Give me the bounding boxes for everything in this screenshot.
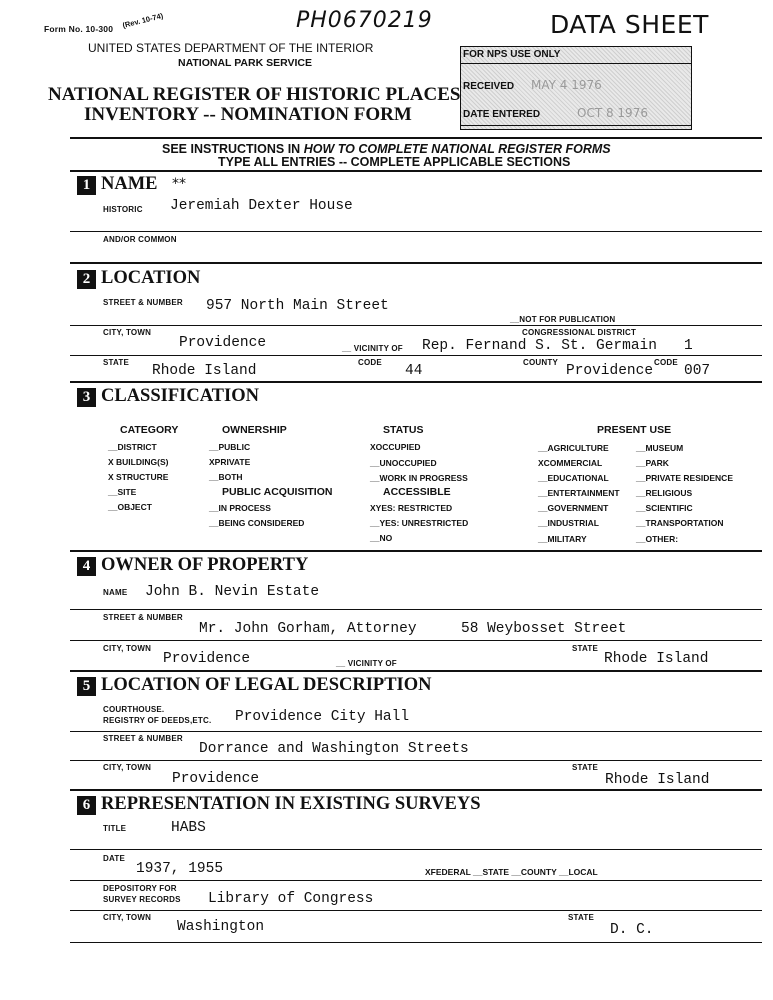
present-use-option: __PARK: [636, 458, 669, 468]
section-1-title: NAME: [101, 174, 158, 194]
city-label: CITY, TOWN: [103, 328, 152, 337]
instructions-line-1: SEE INSTRUCTIONS IN HOW TO COMPLETE NATIONAL REGISTER FORMS: [162, 142, 611, 156]
category-option: __OBJECT: [108, 502, 152, 512]
courthouse-label: COURTHOUSE.: [103, 705, 165, 714]
common-name-label: AND/OR COMMON: [103, 235, 177, 244]
street-value: 957 North Main Street: [206, 298, 389, 314]
survey-date-value: 1937, 1955: [136, 861, 224, 877]
depository-state-value: D. C.: [610, 922, 654, 938]
depository-label-2: SURVEY RECORDS: [103, 895, 181, 904]
present-use-option: __MILITARY: [538, 534, 587, 544]
owner-city-label: CITY, TOWN: [103, 644, 152, 653]
legal-city-label: CITY, TOWN: [103, 763, 152, 772]
service-name: NATIONAL PARK SERVICE: [178, 57, 312, 69]
form-title-1: NATIONAL REGISTER OF HISTORIC PLACES: [48, 84, 461, 105]
county-label: COUNTY: [523, 358, 558, 367]
date-entered-label: DATE ENTERED: [463, 109, 541, 120]
depository-label-1: DEPOSITORY FOR: [103, 884, 177, 893]
present-use-option: XCOMMERCIAL: [538, 458, 603, 468]
survey-level-options: XFEDERAL __STATE __COUNTY __LOCAL: [425, 867, 598, 877]
present-use-option: __INDUSTRIAL: [538, 518, 599, 528]
ownership-option: XPRIVATE: [209, 457, 251, 467]
survey-title-value: HABS: [171, 820, 206, 836]
access-option: __NO: [370, 533, 393, 543]
code-label: CODE: [358, 358, 382, 367]
section-4-title: OWNER OF PROPERTY: [101, 555, 309, 575]
nps-use-box: [460, 46, 692, 130]
status-option: __WORK IN PROGRESS: [370, 473, 468, 483]
owner-city-value: Providence: [163, 651, 251, 667]
legal-street-label: STREET & NUMBER: [103, 734, 183, 743]
state-value: Rhode Island: [152, 363, 257, 379]
acquisition-option: __IN PROCESS: [209, 503, 271, 513]
legal-street-value: Dorrance and Washington Streets: [199, 741, 469, 757]
access-option: __YES: UNRESTRICTED: [370, 518, 469, 528]
state-label: STATE: [103, 358, 130, 367]
not-for-publication: __NOT FOR PUBLICATION: [510, 315, 616, 324]
section-3-title: CLASSIFICATION: [101, 386, 259, 406]
present-use-option: __RELIGIOUS: [636, 488, 693, 498]
received-label: RECEIVED: [463, 81, 515, 92]
legal-state-value: Rhode Island: [605, 772, 710, 788]
section-2-number: 2: [77, 270, 96, 289]
section-3-number: 3: [77, 388, 96, 407]
present-use-heading: PRESENT USE: [597, 424, 672, 436]
public-acquisition-heading: PUBLIC ACQUISITION: [222, 486, 333, 498]
date-entered-stamp: OCT 8 1976: [577, 106, 648, 120]
present-use-option: __PRIVATE RESIDENCE: [636, 473, 733, 483]
category-option: X STRUCTURE: [108, 472, 169, 482]
category-option: __DISTRICT: [108, 442, 157, 452]
owner-state-value: Rhode Island: [604, 651, 709, 667]
legal-state-label: STATE: [572, 763, 599, 772]
divider: [70, 137, 762, 139]
ownership-heading: OWNERSHIP: [222, 424, 287, 436]
department-name: UNITED STATES DEPARTMENT OF THE INTERIOR: [88, 41, 374, 55]
handwritten-id: PH0670219: [296, 8, 433, 33]
present-use-option: __AGRICULTURE: [538, 443, 609, 453]
section-6-number: 6: [77, 796, 96, 815]
depository-city-label: CITY, TOWN: [103, 913, 152, 922]
owner-street-label: STREET & NUMBER: [103, 613, 183, 622]
registry-label: REGISTRY OF DEEDS,ETC.: [103, 716, 212, 725]
historic-name-value: Jeremiah Dexter House: [170, 198, 353, 214]
owner-vicinity-label: __ VICINITY OF: [336, 659, 397, 668]
congressional-district-value: Rep. Fernand S. St. Germain: [422, 338, 657, 354]
owner-street-value: Mr. John Gorham, Attorney: [199, 621, 417, 637]
county-value: Providence: [566, 363, 654, 379]
survey-date-label: DATE: [103, 854, 125, 863]
section-6-title: REPRESENTATION IN EXISTING SURVEYS: [101, 794, 481, 814]
category-option: __SITE: [108, 487, 137, 497]
form-number: Form No. 10-300: [44, 24, 114, 34]
acquisition-option: __BEING CONSIDERED: [209, 518, 305, 528]
present-use-option: __ENTERTAINMENT: [538, 488, 620, 498]
divider: [70, 170, 762, 172]
owner-street-value-2: 58 Weybosset Street: [461, 621, 627, 637]
form-revision: (Rev. 10-74): [121, 11, 165, 30]
section-1-number: 1: [77, 176, 96, 195]
county-code-value: 007: [684, 363, 711, 379]
congressional-district-label: CONGRESSIONAL DISTRICT: [522, 328, 637, 337]
congressional-district-number: 1: [684, 338, 693, 354]
present-use-option: __SCIENTIFIC: [636, 503, 693, 513]
present-use-option: __GOVERNMENT: [538, 503, 609, 513]
present-use-option: __OTHER:: [636, 534, 679, 544]
nps-use-label: FOR NPS USE ONLY: [463, 49, 561, 60]
received-stamp: MAY 4 1976: [531, 78, 602, 92]
depository-state-label: STATE: [568, 913, 595, 922]
status-option: XOCCUPIED: [370, 442, 421, 452]
instructions-line-2: TYPE ALL ENTRIES -- COMPLETE APPLICABLE SECTIONS: [218, 155, 571, 169]
section-5-title: LOCATION OF LEGAL DESCRIPTION: [101, 675, 432, 695]
ownership-option: __PUBLIC: [209, 442, 251, 452]
form-title-2: INVENTORY -- NOMINATION FORM: [84, 104, 412, 125]
state-code-value: 44: [405, 363, 423, 379]
ownership-option: __BOTH: [209, 472, 243, 482]
vicinity-label: __ VICINITY OF: [342, 344, 403, 353]
historic-label: HISTORIC: [103, 205, 143, 214]
status-option: __UNOCCUPIED: [370, 458, 437, 468]
category-heading: CATEGORY: [120, 424, 179, 436]
handwritten-mark: **: [172, 176, 186, 192]
courthouse-value: Providence City Hall: [235, 709, 410, 725]
present-use-option: __MUSEUM: [636, 443, 684, 453]
county-code-label: CODE: [654, 358, 678, 367]
legal-city-value: Providence: [172, 771, 260, 787]
access-option: XYES: RESTRICTED: [370, 503, 453, 513]
depository-value: Library of Congress: [208, 891, 374, 907]
survey-title-label: TITLE: [103, 824, 127, 833]
owner-name-label: NAME: [103, 588, 128, 597]
present-use-option: __TRANSPORTATION: [636, 518, 724, 528]
section-5-number: 5: [77, 677, 96, 696]
present-use-option: __EDUCATIONAL: [538, 473, 609, 483]
owner-state-label: STATE: [572, 644, 599, 653]
section-2-title: LOCATION: [101, 268, 201, 288]
accessible-heading: ACCESSIBLE: [383, 486, 451, 498]
owner-name-value: John B. Nevin Estate: [145, 584, 320, 600]
city-value: Providence: [179, 335, 267, 351]
category-option: X BUILDING(S): [108, 457, 169, 467]
section-4-number: 4: [77, 557, 96, 576]
data-sheet-stamp: DATA SHEET: [550, 10, 709, 39]
status-heading: STATUS: [383, 424, 424, 436]
street-label: STREET & NUMBER: [103, 298, 183, 307]
depository-city-value: Washington: [177, 919, 265, 935]
